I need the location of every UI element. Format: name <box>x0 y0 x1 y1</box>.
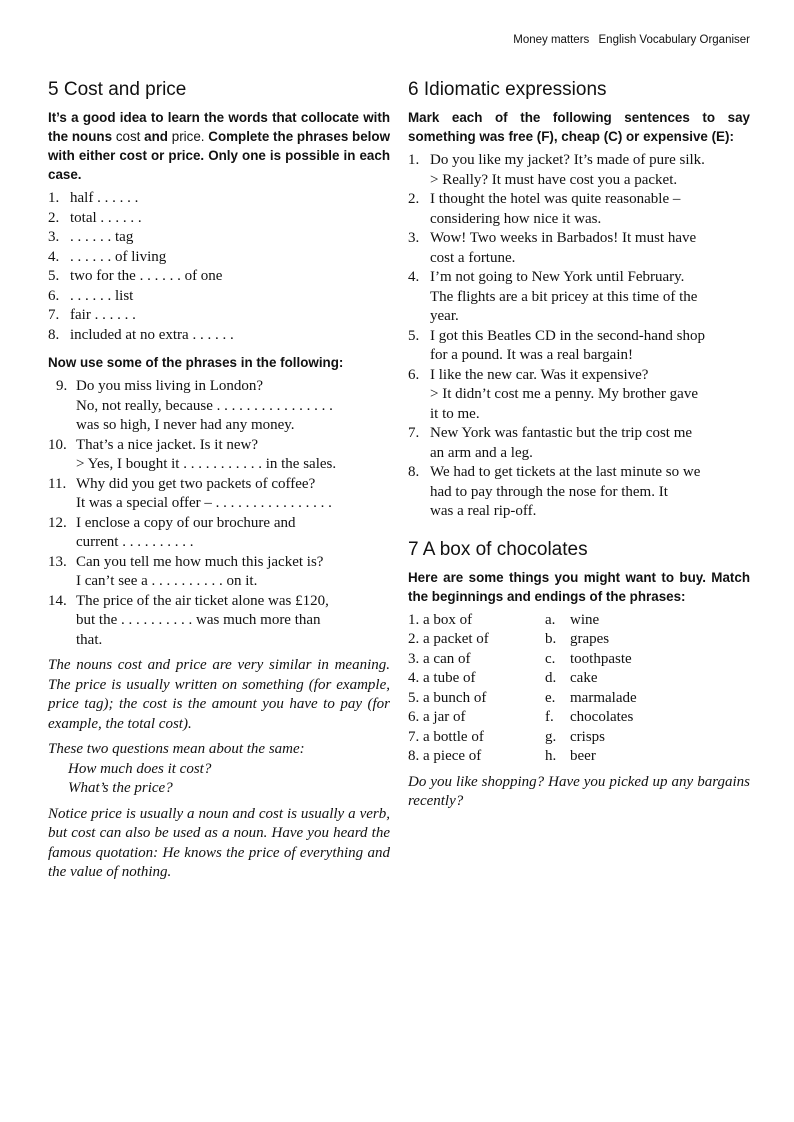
header-book-title: English Vocabulary Organiser <box>598 34 750 46</box>
question-example-1: How much does it cost? <box>68 760 212 777</box>
section-6-title: 6 Idiomatic expressions <box>408 79 607 100</box>
note-shopping: Do you like shopping? Have you picked up any bargains recently? <box>408 773 750 809</box>
term-cost: cost <box>115 129 141 144</box>
line-2: current . . . . . . . . . . <box>76 534 194 550</box>
line-1: New York was fantastic but the trip cost me <box>430 425 693 441</box>
sentence-item <box>48 553 390 592</box>
idiom-item <box>408 463 750 522</box>
item-number: 4. <box>408 269 420 285</box>
item-number: 4. <box>408 670 420 686</box>
line-1: I thought the hotel was quite reasonable – <box>430 191 681 207</box>
matching-row <box>408 630 750 650</box>
item-number: 8. <box>408 464 420 480</box>
item-text: two for the . . . . . . of one <box>70 268 223 284</box>
item-number: 6. <box>408 366 420 383</box>
phrase-item <box>48 189 390 209</box>
phrase-ending: chocolates <box>570 709 634 725</box>
matching-row <box>408 708 750 728</box>
sentence-item <box>48 592 390 651</box>
matching-row <box>408 650 750 670</box>
item-number: 5. <box>408 327 420 344</box>
line-3: was a real rip-off. <box>430 503 537 519</box>
line-2: an arm and a leg. <box>430 444 533 461</box>
phrase-beginning: a packet of <box>423 631 489 647</box>
idiom-list <box>408 151 750 522</box>
line-1: Can you tell me how much this jacket is? <box>76 553 324 570</box>
phrase-list <box>48 189 390 345</box>
line-3: that. <box>76 631 103 648</box>
instr-and: and <box>144 129 168 144</box>
line-1: Do you like my jacket? It’s made of pure silk. <box>430 152 705 168</box>
phrase-item <box>48 248 390 268</box>
idiom-item <box>408 190 750 229</box>
line-1: I like the new car. Was it expensive? <box>430 366 649 383</box>
item-number: 6. <box>48 287 60 304</box>
phrase-item <box>48 267 390 287</box>
item-number: 3. <box>408 650 420 667</box>
item-number: 1. <box>408 611 420 628</box>
line-2: > It didn’t cost me a penny. My brother gave <box>430 386 698 402</box>
item-number: 3. <box>48 229 60 245</box>
sentence-item <box>48 377 390 436</box>
section-5-instructions <box>48 108 390 184</box>
phrase-item <box>48 326 390 346</box>
section-6-instructions: Mark each of the following sentences to say something was free (F), cheap (C) or expensive (E): <box>408 110 750 144</box>
section-7-instructions: Here are some things you might want to buy. Match the beginnings and endings of the phrases: <box>408 569 750 604</box>
line-2: had to pay through the nose for them. It <box>430 483 668 500</box>
line-2: The flights are a bit pricey at this time of the <box>430 288 698 305</box>
note-two-questions: These two questions mean about the same: <box>48 741 305 757</box>
item-number: 7. <box>48 307 60 323</box>
item-text: . . . . . . list <box>70 287 134 304</box>
matching-row <box>408 728 750 748</box>
phrase-item <box>48 287 390 307</box>
line-1: We had to get tickets at the last minute so we <box>430 464 701 480</box>
item-number: 2. <box>408 631 420 647</box>
item-text: half . . . . . . <box>70 190 139 206</box>
item-letter: a. <box>545 611 556 628</box>
item-letter: c. <box>545 650 556 667</box>
idiom-item <box>408 268 750 327</box>
idiom-item <box>408 366 750 425</box>
line-2: for a pound. It was a real bargain! <box>430 347 633 363</box>
line-2: No, not really, because . . . . . . . . . . . . . . . . <box>76 397 333 414</box>
phrase-ending: toothpaste <box>570 650 632 667</box>
line-2: It was a special offer – . . . . . . . . . . . . . . . . <box>76 495 332 511</box>
instr-part-b: Complete the phrases below with either cost or price. Only one is possible in each case. <box>48 129 390 182</box>
item-letter: f. <box>545 709 554 725</box>
phrase-ending: crisps <box>570 728 605 745</box>
section-7-title: 7 A box of chocolates <box>408 538 588 560</box>
line-3: year. <box>430 308 459 324</box>
item-text: fair . . . . . . <box>70 307 136 323</box>
item-number: 10. <box>48 436 67 453</box>
item-text: total . . . . . . <box>70 209 142 226</box>
line-2: but the . . . . . . . . . . was much more than <box>76 612 321 628</box>
item-number: 13. <box>48 553 67 570</box>
phrase-ending: grapes <box>570 631 610 647</box>
idiom-item <box>408 327 750 366</box>
line-1: I enclose a copy of our brochure and <box>76 514 296 531</box>
item-number: 5. <box>48 268 60 284</box>
line-2: > Really? It must have cost you a packet. <box>430 171 678 188</box>
phrase-beginning: a bunch of <box>423 689 487 706</box>
phrase-item <box>48 209 390 229</box>
item-number: 1. <box>48 190 60 206</box>
item-letter: b. <box>545 631 557 647</box>
matching-row <box>408 669 750 689</box>
term-price: price. <box>171 129 205 144</box>
running-header <box>513 34 750 46</box>
matching-row <box>408 611 750 631</box>
sentence-item <box>48 436 390 475</box>
item-number: 3. <box>408 230 420 246</box>
matching-row <box>408 747 750 767</box>
item-number: 7. <box>408 728 420 745</box>
note-quotation: Notice price is usually a noun and cost is usually a verb, but cost can also be used as a noun. Have you heard the famous quotation: He knows the price of everything and the value of nothing. <box>48 805 390 880</box>
line-1: I’m not going to New York until February. <box>430 269 685 285</box>
section-5-title: 5 Cost and price <box>48 79 187 100</box>
item-number: 8. <box>408 748 420 764</box>
phrase-ending: beer <box>570 748 596 764</box>
line-3: was so high, I never had any money. <box>76 417 295 433</box>
phrase-ending: cake <box>570 670 598 686</box>
line-2: considering how nice it was. <box>430 210 602 227</box>
idiom-item <box>408 151 750 190</box>
item-number: 12. <box>48 514 67 531</box>
section-5-instructions-2: Now use some of the phrases in the following: <box>48 355 344 370</box>
right-column <box>408 78 750 816</box>
question-example-2: What’s the price? <box>68 780 173 796</box>
note-cost-price: The nouns cost and price are very similar in meaning. The price is usually written on something (for example, price tag); the cost is the amount you have to pay (for example, the total cost). <box>48 657 390 732</box>
item-letter: g. <box>545 728 557 745</box>
item-text: . . . . . . tag <box>70 229 134 245</box>
left-column <box>48 78 390 887</box>
phrase-beginning: a bottle of <box>423 728 484 745</box>
line-1: The price of the air ticket alone was £120, <box>76 592 329 609</box>
item-text: included at no extra . . . . . . <box>70 326 234 343</box>
item-number: 6. <box>408 709 420 725</box>
phrase-beginning: a jar of <box>423 709 466 725</box>
header-section-name: Money matters <box>513 34 590 46</box>
item-number: 11. <box>48 475 67 492</box>
line-1: Do you miss living in London? <box>76 378 264 394</box>
phrase-item <box>48 306 390 326</box>
line-1: I got this Beatles CD in the second-hand shop <box>430 327 705 344</box>
line-2: cost a fortune. <box>430 249 516 266</box>
line-1: Why did you get two packets of coffee? <box>76 475 316 492</box>
phrase-ending: marmalade <box>570 689 637 706</box>
item-number: 14. <box>48 592 67 609</box>
sentence-item <box>48 475 390 514</box>
idiom-item <box>408 229 750 268</box>
sentence-item <box>48 514 390 553</box>
item-number: 8. <box>48 326 60 343</box>
line-1: Wow! Two weeks in Barbados! It must have <box>430 230 697 246</box>
matching-table <box>408 611 750 767</box>
item-number: 7. <box>408 425 420 441</box>
phrase-beginning: a box of <box>423 611 473 628</box>
item-letter: d. <box>545 670 557 686</box>
item-number: 2. <box>48 209 60 226</box>
line-1: That’s a nice jacket. Is it new? <box>76 436 259 453</box>
item-number: 9. <box>56 378 68 394</box>
phrase-ending: wine <box>570 611 600 628</box>
item-number: 1. <box>408 152 420 168</box>
idiom-item <box>408 424 750 463</box>
sentence-list <box>48 377 390 650</box>
phrase-beginning: a tube of <box>423 670 476 686</box>
phrase-item <box>48 228 390 248</box>
item-text: . . . . . . of living <box>70 248 167 265</box>
phrase-beginning: a can of <box>423 650 471 667</box>
item-number: 2. <box>408 191 420 207</box>
line-2: I can’t see a . . . . . . . . . . on it. <box>76 573 258 589</box>
line-2: > Yes, I bought it . . . . . . . . . . . in the sales. <box>76 456 337 472</box>
item-letter: h. <box>545 748 557 764</box>
instr-part-a: It’s a good idea to learn the words that collocate with the nouns <box>48 110 390 144</box>
line-3: it to me. <box>430 405 480 422</box>
matching-row <box>408 689 750 709</box>
phrase-beginning: a piece of <box>423 748 482 764</box>
item-letter: e. <box>545 689 556 706</box>
item-number: 4. <box>48 248 60 265</box>
item-number: 5. <box>408 689 420 706</box>
